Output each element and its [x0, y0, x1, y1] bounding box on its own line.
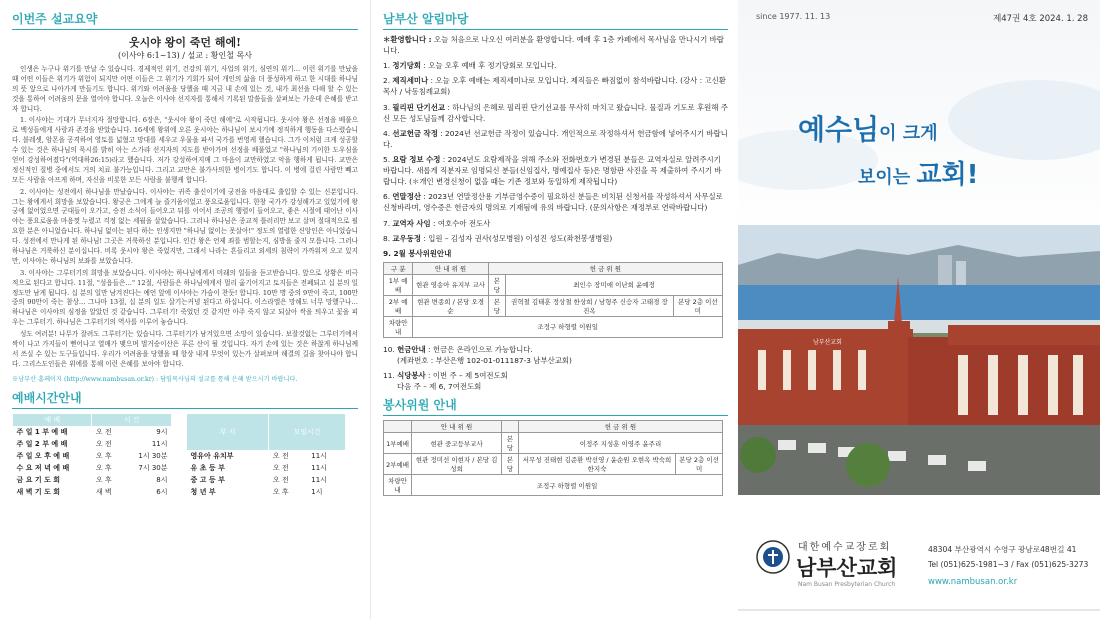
department-row: 청 년 부 오 후 1시: [190, 488, 323, 497]
notice-item: 4. 선교헌금 작정 : 2024년 선교헌금 작정이 있습니다. 개인적으로 작정하셔서 헌금함에 넣어주시기 바랍니다.: [383, 128, 728, 149]
department-header: 모임시간: [269, 413, 346, 450]
homepage-note: ※남부산 홈페이지 (http://www.nambusan.or.kr) : 담임목사님의 설교를 통해 은혜 받으시기 바랍니다.: [12, 375, 298, 383]
sermon-paragraph: 3. 이사야는 그루터기의 희망을 보았습니다. 이사야는 하나님에게서 미래의 일들을 듣고받습니다. 앞으로 상황은 비극적으로 된다고 합니다. 11절, "성읍들은…" 12절, 사람들은 하나님에게서 멀리 옮기어지고 토지들은 전폐되고 십 분의 일 정도만 남게 됩니다. 십 분의 일만 남겨진다는 예언 앞에 이사야는 가슴이 찬듯! 합니다. 10만 명 중의 9만이 죽고, 100만 중의 90만이 죽는 참상… 그나마 13절, 십 분의 일도 살기는커녕 된다고 하십니다. 이스라엘은 망해도 너무 망했구나… 하나님은 이사야의 심정을 알았던 것 같습니다. 그루터기! 죽었던 것 같지만 아주 죽지 않고 되살아 싹을 틔우고 꽃을 피우는 그루터기. 하나님은 그루터기의 역사를 이루어 놓습니다.: [12, 268, 358, 327]
notice-item: 2. 제직세미나 : 오늘 오후 예배는 제직세미나로 모입니다. 제직들은 빠짐없이 참석바랍니다. (강사 : 고신환 목사 / 낙동침례교회): [383, 76, 726, 97]
worship-tables: [12, 413, 358, 499]
volunteer-month-title: 9. 2월 봉사위원안내: [383, 248, 452, 258]
notice-item: 7. 교역자 사임 : 여호수아 전도사: [383, 218, 491, 228]
welcome-notice: ＊환영합니다 : 오늘 처음으로 나오신 여러분을 환영합니다. 예배 후 1층 카페에서 목사님을 만나시기 바랍니다.: [383, 35, 724, 56]
sermon-reference: (이사야 6:1~13) / 설교 : 황인철 목사: [118, 51, 252, 60]
cover-headline: 예수님이 크게 보이는 교회!: [798, 113, 979, 190]
worship-header: 시 간: [92, 413, 172, 426]
volunteer-row: 1부예배 현관 중고등부교사 본당 이정주 지성훈 이영주 윤주리: [384, 433, 723, 454]
worship-row: 금 요 기 도 회 오 후 8시: [16, 476, 168, 485]
denomination: 대한예수교장로회: [798, 542, 892, 553]
sermon-paragraph: 1. 이사야는 기대가 무너지자 절망합니다. 6장은, "웃시야 왕이 죽던 해에"로 시작됩니다. 웃시야 왕은 선정을 베풀으로 백성들에게 사랑과 존경을 받았습니다. 16세에 왕위에 오른 웃시야는 하나님이 보시기에 정직하게 행동을 다스렸습니다. 블레셋, 암몬을 공격하여 영토를 넓혔고 망대를 세우고 우물을 파서 국가를 번영케 했습니다. 그가 이처럼 크게 성공할 수 있는 것은 하나님의 묵시를 밝히 아는 스가랴 선지자의 지도를 받아가며 선정을 베풀었고 "하나님의 기이한 도우심을 얻어 강성하여졌다"(역대하26:15)라고 했습니다. 저가 강성하여지매 그 마음이 교만하였고 악을 행하게 됩니다. 교만은 정신적인 질병 중에서도 거의 치료 불가능입니다. 그리고 교만은 불가사의한 병이기도 합니다. 이 병에 걸린 사람만 빼고 모든 사람을 아프게 하며, 자신을 비롯한 모든 사람을 불행케 합니다.: [12, 116, 358, 184]
volunteer-row: 1부 예배 현관 영송아 유지부 교사 본당 최인수 장미애 이난희 윤예정: [384, 274, 723, 295]
church-address: 48304 부산광역시 수영구 광남로48번길 41: [928, 545, 1077, 554]
notice-section-title: 남부산 알림마당: [383, 10, 728, 30]
church-name: 남부산교회: [796, 556, 898, 580]
church-website[interactable]: www.nambusan.or.kr: [928, 577, 1018, 587]
worship-row: 새 벽 기 도 회 새 벽 6시: [16, 488, 168, 497]
church-photo: [738, 225, 1100, 495]
since-text: since 1977. 11. 13: [756, 12, 831, 21]
sermon-section-title: 이번주 설교요약: [12, 10, 358, 30]
worship-row: 주 일 오 후 예 배 오 후 1시 30분: [16, 452, 168, 461]
notice-item: 10. 헌금안내 : 헌금은 온라인으로 가능합니다. (계좌번호 : 부산은행 102-01-011187-3 남부산교회): [383, 344, 572, 365]
church-tel: Tel (051)625-1981~3 / Fax (051)625-3273: [928, 560, 1089, 569]
notice-item: 3. 필리핀 단기선교 : 하나님의 은혜로 필리핀 단기선교를 무사히 마치고 왔습니다. 물질과 기도로 후원해 주신 모든 성도님들께 감사합니다.: [383, 102, 728, 123]
department-row: 영유아 유치부 오 전 11시: [190, 452, 327, 461]
volunteer-row: 차량안내 조정구 하형렬 이원일: [384, 316, 723, 337]
volunteer-section-title: 봉사위원 안내: [383, 396, 728, 416]
issue-text: 제47권 4호 2024. 1. 28: [993, 14, 1088, 24]
worship-section-title: 예배시간안내: [12, 389, 358, 409]
department-row: 중 고 등 부 오 전 11시: [190, 476, 327, 485]
notice-item: 5. 요람 정보 수정 : 2024년도 요람제작을 위해 주소와 전화번호가 변경된 분들은 교역자실로 알려주시기 바랍니다. 새롭게 직분자로 임명되신 분들(신임집사, 명예집사 등)은 명함판 사진을 꼭 제출하여 주시기 바랍니다. (＊개인 변경신청이 없을 때는 기존 정보와 동일하게 제작됩니다): [383, 154, 722, 187]
church-info: [738, 520, 1100, 619]
notice-column: [370, 0, 738, 619]
notice-item: 1. 정기당회 : 오늘 오후 예배 후 정기당회로 모입니다.: [383, 61, 557, 71]
department-row: 유 초 등 부 오 전 11시: [190, 464, 327, 473]
volunteer-table: 안 내 위 원 헌 금 위 원 1부예배 현관 중고등부교사 본당 이정주 지성훈 이영주 윤주리 2부예배 현관 정미선 이현자 / 본당 김성희 본당 서무성 진태현 김준환 박선영 / 윤순원 오현옥 박숙희 한지숙 본당 2층 이선미 차량안내 조정구 하형렬 이원일: [383, 420, 723, 496]
worship-row: 수 요 저 녁 예 배 오 후 7시 30분: [16, 464, 168, 473]
church-name-en: Nam Busan Presbyterian Church: [798, 581, 896, 588]
volunteer-row: 2부예배 현관 정미선 이현자 / 본당 김성희 본당 서무성 진태현 김준환 박선영 / 윤순원 오현옥 박숙희 한지숙 본당 2층 이선미: [384, 454, 723, 475]
church-sign: 남부산교회: [813, 339, 842, 346]
worship-header: 예 배: [13, 413, 92, 426]
sermon-paragraph: 2. 이사야는 성전에서 하나님을 만났습니다. 이사야는 귀족 출신이기에 궁전을 마음대로 출입할 수 있는 신분입니다. 그는 왕에게서 희망을 보았습니다. 왕궁은 그에게 늘 즐거움이었고 풍요로움입니다. 한창 국가가 강성해가고 있었기에 왕궁에 없어었으면 군대들이 오가고, 승전 소식이 들어오고 뒤를 이어서 조공의 행렬이 들어오고, 좋은 시절에 태어난 이사야는 풍요로움을 마음껏 누렸고 걱정 없는 세월을 살았습니다. 그러나 하나님은 종교적 틀러리만 보고 살며 절대적으로 필요한 분은 아니었습니다. 하나님 없이는 된다 하는 인생지만 "하나님 없이는 못살아!" 정도의 열렬한 신앙인은 아니었습니다. 성전에서 만나게 된 하나님! 그곳은 거룩하신 분입니다. 인간 왕은 언제 죄를 범할는지, 심방을 줄지 모릅니다. 그러나 하나님은 거룩하신 분이십니다. 비록 웃시야 왕은 죽었지만, 그래서 나라는 흔들리고 외세의 침략이 가까워져 오고 있지만, 이사야는 하나님의 보좌를 보았습니다.: [12, 187, 358, 265]
divider: [738, 609, 1100, 611]
worship-row: 주 일 2 부 예 배 오 전 11시: [16, 440, 168, 449]
sermon-paragraph: 성도 여러분! 나무가 잘려도 그루터기는 있습니다. 그루터기가 남겨있으면 소망이 있습니다. 보잘것없는 그루터기에서 싹이 나고 가지들이 뻗어나고 열매가 맺으며 벌거숭이산은 푸른 산이 될 것입니다. 자기 손에 있는 것은 하찮게 하나님께서 쓰실 수 있는 도구들입니다. 우리가 어려움을 당했을 때 항상 내게 무엇이 있는가 살펴보며 해결의 길을 찾아나야 합니다. 그리스도인들은 위에를 통해 이런 은혜를 보아야 합니다.: [12, 330, 358, 368]
sermon-column: [0, 0, 370, 619]
church-seal-icon: [756, 540, 790, 574]
worship-row: 주 일 1 부 예 배 오 전 9시: [16, 428, 168, 437]
volunteer-row: 차량안내 조정구 하형렬 이원일: [384, 475, 723, 496]
volunteer-table-feb: 구 분 안 내 위 원 헌 금 위 원 1부 예배 현관 영송아 유지부 교사 본당 최인수 장미애 이난희 윤예정 2부 예배 현관 변종희 / 본당 오경순 본당 권혁철 김태훈 정상철 한상희 / 남형주 신승자 고태경 장진옥 본당 2층 이선미 차량안내 조정구 하형렬 이원일: [383, 262, 723, 338]
cover-column: [738, 0, 1100, 619]
sermon-paragraph: 인생은 누구나 위기를 만날 수 있습니다. 경제적인 위기, 건강의 위기, 사업의 위기, 심연의 위기… 이런 위기를 만났을 때 어떤 이들은 위기가 위험이 되지만 어떤 이들은 그 위기가 기회가 되어 개인의 삶을 더 풍성하게 하고 한 시대를 하나님의 뜻 앞으로 나아가게 만들기도 합니다. 위기와 어려움을 당했을 때 지금 내 손에 있는 것, 내가 최선을 다해 할 수 있는 것을 통하여 어려움의 문을 열어야 합니다. 오늘은 이사야 선지자를 통해서 기록된 말씀들을 살펴보는 가운데 은혜를 받고자 합니다.: [12, 65, 358, 113]
department-table: [186, 413, 346, 499]
notice-item: 8. 교우동정 : 입원 – 김성자 권사(성모병원) 이성진 성도(좌천봉생병원): [383, 233, 613, 243]
notice-item: 6. 연말정산 : 2023년 연말정산용 기부금영수증이 필요하신 분들은 비치된 신청서를 작성하셔서 사무실로 신청바라며, 영수증은 헌금자의 명의로 기재됨에 유의 바랍니다. (문의사항은 재정부로 연락바랍니다): [383, 192, 723, 213]
volunteer-row: 2부 예배 현관 변종희 / 본당 오경순 본당 권혁철 김태훈 정상철 한상희 / 남형주 신승자 고태경 장진옥 본당 2층 이선미: [384, 295, 723, 316]
worship-table: [12, 413, 172, 499]
sermon-title: 웃시야 왕이 죽던 해에!: [129, 36, 241, 49]
department-header: 부 서: [187, 413, 269, 450]
notice-item: 11. 식당봉사 : 이번 주 – 제 5여전도회 다음 주 – 제 6, 7여전도회: [383, 371, 508, 392]
